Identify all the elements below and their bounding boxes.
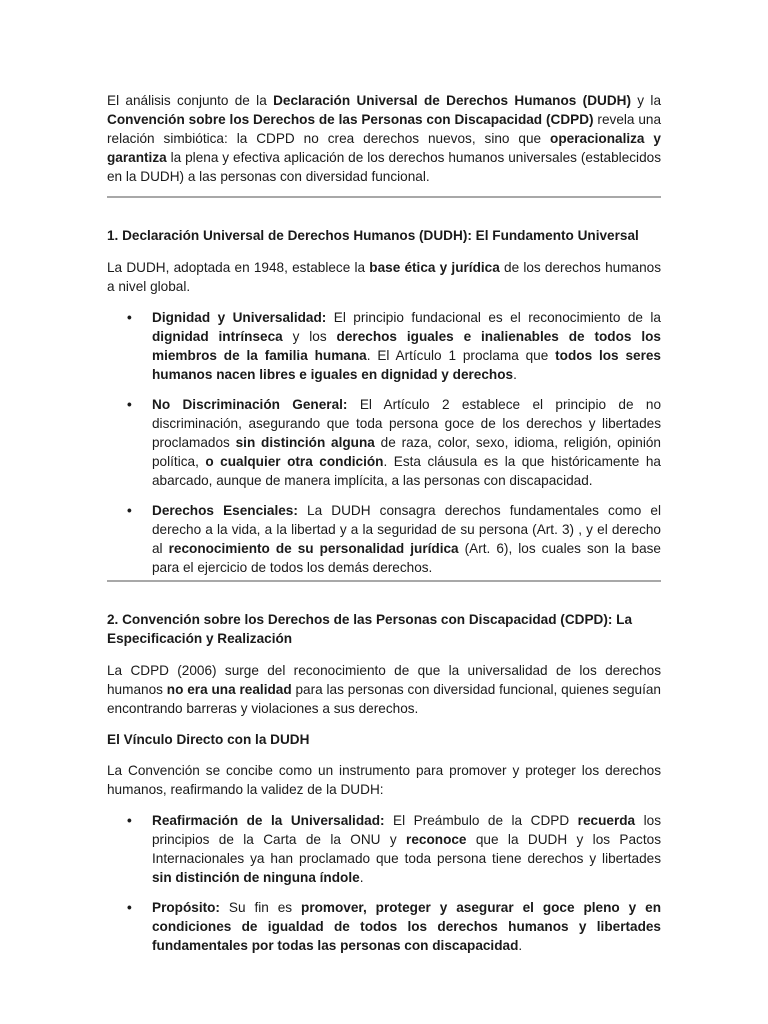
list-item [107, 811, 661, 887]
text-run: de los derechos humanos a nivel global. [107, 260, 661, 294]
text-run: (Art. 6), los cuales son la base para el ejercicio de todos los demás derechos. [152, 541, 661, 575]
list-item-text [152, 503, 661, 575]
section-1-intro [107, 258, 661, 296]
text-run: La DUDH, adoptada en 1948, establece la [107, 260, 370, 275]
bold-text: sin distinción de ninguna índole [152, 870, 360, 885]
bold-text: Propósito: [152, 900, 220, 915]
bold-text: todos los seres humanos nacen libres e iguales en dignidad y derechos [152, 348, 661, 382]
text-run: . [518, 938, 523, 953]
text-run: El análisis conjunto de la [107, 93, 274, 108]
bold-text: operacionaliza y garantiza [107, 131, 661, 165]
bullet-icon: • [127, 397, 132, 412]
bold-text: sin distinción alguna [235, 435, 375, 450]
list-item [107, 898, 661, 955]
list-item [107, 308, 661, 384]
section-2-intro [107, 661, 661, 718]
text-run: revela una relación simbiótica: la CDPD no crea derechos nuevos, sino que [107, 112, 662, 146]
section-2-heading: 2. Convención sobre los Derechos de las Personas con Discapacidad (CDPD): La Especificación y Realización [107, 612, 633, 646]
text-run: que la DUDH y los Pactos Internacionales ya han proclamado que toda persona tiene derechos y libertades [152, 832, 661, 866]
bold-text: reconoce [406, 832, 467, 847]
list-item [107, 395, 661, 490]
list-item [107, 501, 661, 577]
bold-text: o cualquier otra condición [205, 454, 384, 469]
list-item-text [152, 813, 661, 885]
document-body [107, 91, 661, 955]
bullet-icon: • [127, 310, 132, 325]
section-divider [107, 580, 661, 582]
text-run: . [359, 870, 364, 885]
bold-text: base ética y jurídica [369, 260, 500, 275]
bold-text: dignidad intrínseca [152, 329, 283, 344]
text-run: Su fin es [219, 900, 302, 915]
text-run: La DUDH consagra derechos fundamentales como el derecho a la vida, a la libertad y a la seguridad de su persona (Art. 3) , y el derecho al [152, 503, 662, 556]
bold-text: derechos iguales e inalienables de todos los miembros de la familia humana [152, 329, 661, 363]
text-run: . [513, 367, 517, 382]
text-run: La Convención se concibe como un instrumento para promover y proteger los derechos humanos, reafirmando la validez de la DUDH: [107, 763, 661, 797]
bold-text: reconocimiento de su personalidad jurídica [168, 541, 459, 556]
list-item-text [152, 900, 661, 953]
bold-text: Convención sobre los Derechos de las Personas con Discapacidad (CDPD) [107, 112, 594, 127]
text-run: los principios de la Carta de la ONU y [152, 813, 661, 847]
intro-paragraph [107, 91, 661, 186]
bold-text: Dignidad y Universalidad: [152, 310, 327, 325]
text-run: la plena y efectiva aplicación de los derechos humanos universales (establecidos en la DUDH) a las personas con diversidad funcional. [107, 150, 661, 184]
text-run: El principio fundacional es el reconocimiento de la [326, 310, 661, 325]
section-1-heading: 1. Declaración Universal de Derechos Humanos (DUDH): El Fundamento Universal [107, 228, 639, 243]
section-2-list [107, 811, 661, 955]
section-1-list [107, 308, 661, 577]
bullet-icon: • [127, 900, 132, 915]
text-run: La CDPD (2006) surge del reconocimiento de que la universalidad de los derechos humanos [107, 663, 661, 697]
text-run: y los [282, 329, 337, 344]
bold-text: Reafirmación de la Universalidad: [152, 813, 385, 828]
bold-text: promover, proteger y asegurar el goce pleno y en condiciones de igualdad de todos los derechos humanos y libertades fundamentales por todas las personas con discapacidad [152, 900, 661, 953]
text-run: para las personas con diversidad funcional, quienes seguían encontrando barreras y violaciones a sus derechos. [107, 682, 661, 716]
text-run: . Esta cláusula es la que históricamente ha abarcado, aunque de manera implícita, a las personas con discapacidad. [152, 454, 661, 488]
section-2-sub-intro [107, 761, 661, 799]
section-2-subheading: El Vínculo Directo con la DUDH [107, 732, 310, 747]
bold-text: no era una realidad [166, 682, 292, 697]
list-item-text [152, 310, 661, 382]
bold-text: No Discriminación General: [152, 397, 348, 412]
bullet-icon: • [127, 813, 132, 828]
bold-text: Derechos Esenciales: [152, 503, 298, 518]
text-run: y la [631, 93, 662, 108]
text-run: El Artículo 2 establece el principio de no discriminación, asegurando que toda persona goce de los derechos y libertades proclamados [152, 397, 662, 450]
bold-text: Declaración Universal de Derechos Humanos (DUDH) [273, 93, 631, 108]
list-item-text [152, 397, 661, 488]
text-run: de raza, color, sexo, idioma, religión, opinión política, [152, 435, 661, 469]
text-run: . El Artículo 1 proclama que [366, 348, 556, 363]
bold-text: recuerda [577, 813, 636, 828]
text-run: El Preámbulo de la CDPD [384, 813, 578, 828]
bullet-icon: • [127, 503, 132, 518]
section-divider [107, 196, 661, 198]
